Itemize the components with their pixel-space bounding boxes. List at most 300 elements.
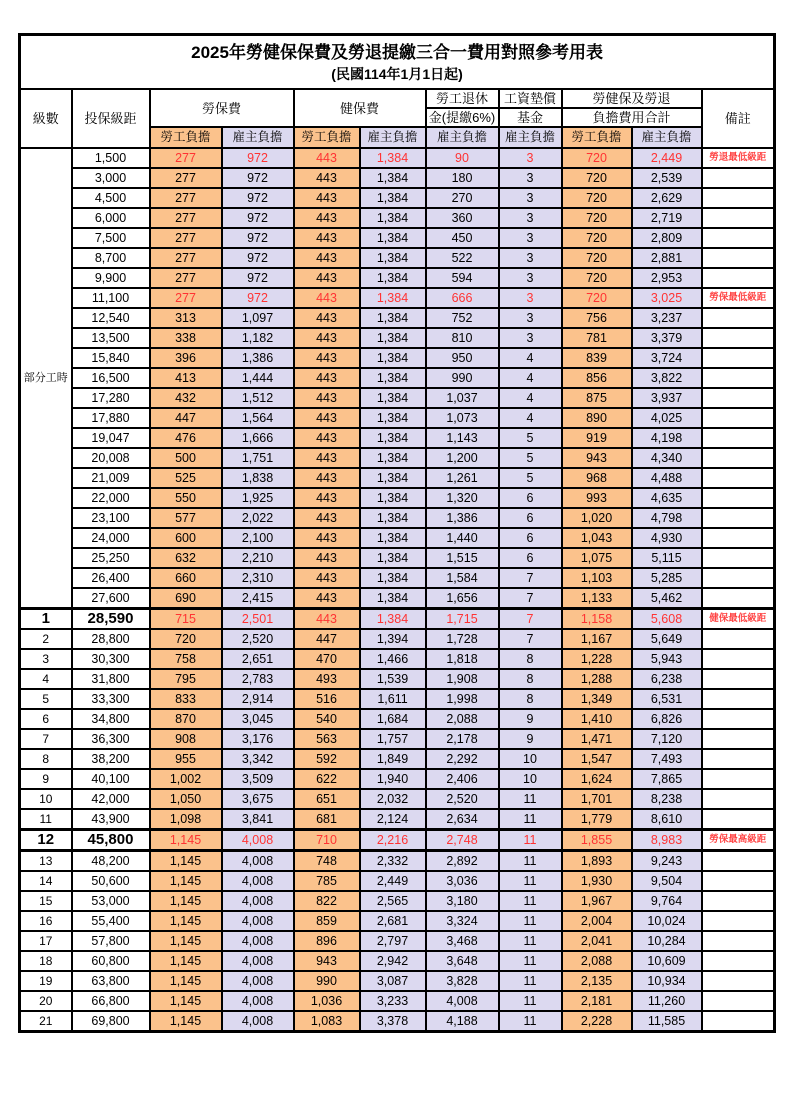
table-row: [20, 971, 775, 991]
value-cell: 950: [426, 348, 499, 368]
value-cell: 11: [499, 931, 562, 951]
value-cell: 1,036: [294, 991, 360, 1011]
value-cell: 1,145: [150, 971, 222, 991]
level-cell: 11: [20, 809, 72, 830]
bracket-cell: 43,900: [72, 809, 150, 830]
value-cell: 1,043: [562, 528, 632, 548]
value-cell: 875: [562, 388, 632, 408]
value-cell: 943: [562, 448, 632, 468]
table-row: [20, 609, 775, 630]
table-body: [20, 148, 775, 1032]
value-cell: 525: [150, 468, 222, 488]
value-cell: 666: [426, 288, 499, 308]
bracket-cell: 26,400: [72, 568, 150, 588]
value-cell: 3: [499, 188, 562, 208]
subheader-total-employer: 雇主負擔: [632, 127, 702, 148]
remark-cell: [702, 428, 775, 448]
col-header-pension-line2: 金(提繳6%): [426, 108, 499, 127]
value-cell: 10,609: [632, 951, 702, 971]
table-row: [20, 931, 775, 951]
value-cell: 7: [499, 609, 562, 630]
value-cell: 1,073: [426, 408, 499, 428]
table-row: [20, 148, 775, 168]
remark-cell: [702, 951, 775, 971]
level-cell: 13: [20, 851, 72, 872]
value-cell: 1,384: [360, 328, 426, 348]
bracket-cell: 12,540: [72, 308, 150, 328]
level-cell: 5: [20, 689, 72, 709]
value-cell: 870: [150, 709, 222, 729]
value-cell: 5,462: [632, 588, 702, 609]
value-cell: 1,143: [426, 428, 499, 448]
value-cell: 2,914: [222, 689, 294, 709]
value-cell: 3,828: [426, 971, 499, 991]
value-cell: 3,176: [222, 729, 294, 749]
remark-cell: [702, 248, 775, 268]
bracket-cell: 17,880: [72, 408, 150, 428]
value-cell: 2,406: [426, 769, 499, 789]
value-cell: 919: [562, 428, 632, 448]
value-cell: 432: [150, 388, 222, 408]
table-row: [20, 769, 775, 789]
value-cell: 1,715: [426, 609, 499, 630]
value-cell: 8,983: [632, 830, 702, 851]
value-cell: 720: [150, 629, 222, 649]
value-cell: 1,384: [360, 148, 426, 168]
value-cell: 3,468: [426, 931, 499, 951]
bracket-cell: 1,500: [72, 148, 150, 168]
value-cell: 752: [426, 308, 499, 328]
value-cell: 4,008: [222, 971, 294, 991]
remark-cell: [702, 911, 775, 931]
value-cell: 1,020: [562, 508, 632, 528]
value-cell: 443: [294, 508, 360, 528]
bracket-cell: 9,900: [72, 268, 150, 288]
value-cell: 90: [426, 148, 499, 168]
value-cell: 11: [499, 891, 562, 911]
page-title: 2025年勞健保保費及勞退提繳三合一費用對照參考用表: [191, 43, 603, 62]
value-cell: 450: [426, 228, 499, 248]
value-cell: 5: [499, 468, 562, 488]
value-cell: 1,384: [360, 609, 426, 630]
value-cell: 3,237: [632, 308, 702, 328]
bracket-cell: 19,047: [72, 428, 150, 448]
value-cell: 972: [222, 248, 294, 268]
value-cell: 10: [499, 749, 562, 769]
value-cell: 781: [562, 328, 632, 348]
bracket-cell: 20,008: [72, 448, 150, 468]
value-cell: 1,103: [562, 568, 632, 588]
value-cell: 1,145: [150, 1011, 222, 1032]
bracket-cell: 36,300: [72, 729, 150, 749]
table-row: [20, 951, 775, 971]
value-cell: 11: [499, 871, 562, 891]
remark-cell: [702, 508, 775, 528]
value-cell: 1,384: [360, 568, 426, 588]
table-row: [20, 468, 775, 488]
value-cell: 6,531: [632, 689, 702, 709]
value-cell: 443: [294, 609, 360, 630]
value-cell: 447: [150, 408, 222, 428]
bracket-cell: 69,800: [72, 1011, 150, 1032]
value-cell: 443: [294, 468, 360, 488]
value-cell: 2,748: [426, 830, 499, 851]
remark-cell: [702, 388, 775, 408]
value-cell: 2,783: [222, 669, 294, 689]
value-cell: 1,384: [360, 468, 426, 488]
table-row: [20, 448, 775, 468]
value-cell: 5,649: [632, 629, 702, 649]
value-cell: 1,838: [222, 468, 294, 488]
table-row: [20, 268, 775, 288]
bracket-cell: 16,500: [72, 368, 150, 388]
level-cell: 20: [20, 991, 72, 1011]
bracket-cell: 24,000: [72, 528, 150, 548]
subheader-labor-employer: 雇主負擔: [222, 127, 294, 148]
table-row: [20, 488, 775, 508]
bracket-cell: 8,700: [72, 248, 150, 268]
value-cell: 7,493: [632, 749, 702, 769]
value-cell: 1,967: [562, 891, 632, 911]
value-cell: 443: [294, 168, 360, 188]
value-cell: 277: [150, 288, 222, 308]
value-cell: 2,565: [360, 891, 426, 911]
value-cell: 748: [294, 851, 360, 872]
table-row: [20, 228, 775, 248]
value-cell: 720: [562, 268, 632, 288]
value-cell: 2,942: [360, 951, 426, 971]
value-cell: 2,181: [562, 991, 632, 1011]
remark-cell: [702, 931, 775, 951]
table-row: [20, 891, 775, 911]
value-cell: 720: [562, 288, 632, 308]
value-cell: 993: [562, 488, 632, 508]
value-cell: 1,167: [562, 629, 632, 649]
value-cell: 3,036: [426, 871, 499, 891]
value-cell: 277: [150, 268, 222, 288]
value-cell: 443: [294, 348, 360, 368]
value-cell: 1,050: [150, 789, 222, 809]
value-cell: 1,893: [562, 851, 632, 872]
value-cell: 5: [499, 448, 562, 468]
remark-cell: [702, 749, 775, 769]
value-cell: 1,584: [426, 568, 499, 588]
bracket-cell: 63,800: [72, 971, 150, 991]
value-cell: 563: [294, 729, 360, 749]
value-cell: 839: [562, 348, 632, 368]
bracket-cell: 28,800: [72, 629, 150, 649]
remark-cell: [702, 649, 775, 669]
value-cell: 972: [222, 268, 294, 288]
value-cell: 2,892: [426, 851, 499, 872]
level-cell: 12: [20, 830, 72, 851]
bracket-cell: 60,800: [72, 951, 150, 971]
value-cell: 758: [150, 649, 222, 669]
value-cell: 972: [222, 168, 294, 188]
value-cell: 5,115: [632, 548, 702, 568]
table-row: [20, 188, 775, 208]
remark-cell: [702, 228, 775, 248]
value-cell: 1,466: [360, 649, 426, 669]
value-cell: 5,943: [632, 649, 702, 669]
value-cell: 443: [294, 228, 360, 248]
value-cell: 540: [294, 709, 360, 729]
table-row: [20, 851, 775, 872]
remark-cell: [702, 769, 775, 789]
value-cell: 1,002: [150, 769, 222, 789]
value-cell: 3,180: [426, 891, 499, 911]
value-cell: 1,849: [360, 749, 426, 769]
value-cell: 2,881: [632, 248, 702, 268]
remark-cell: [702, 991, 775, 1011]
bracket-cell: 33,300: [72, 689, 150, 709]
value-cell: 11: [499, 789, 562, 809]
col-header-pension-line1: 勞工退休: [426, 89, 499, 108]
level-cell: 1: [20, 609, 72, 630]
value-cell: 4,008: [222, 911, 294, 931]
value-cell: 11: [499, 991, 562, 1011]
value-cell: 1,145: [150, 991, 222, 1011]
value-cell: 2,809: [632, 228, 702, 248]
value-cell: 2,022: [222, 508, 294, 528]
value-cell: 10,934: [632, 971, 702, 991]
value-cell: 1,384: [360, 588, 426, 609]
value-cell: 592: [294, 749, 360, 769]
value-cell: 277: [150, 148, 222, 168]
value-cell: 10,284: [632, 931, 702, 951]
value-cell: 2,797: [360, 931, 426, 951]
value-cell: 1,684: [360, 709, 426, 729]
value-cell: 3: [499, 208, 562, 228]
subheader-wage-fund-employer: 雇主負擔: [499, 127, 562, 148]
value-cell: 2,032: [360, 789, 426, 809]
bracket-cell: 27,600: [72, 588, 150, 609]
value-cell: 4,008: [426, 991, 499, 1011]
value-cell: 2,719: [632, 208, 702, 228]
value-cell: 277: [150, 228, 222, 248]
value-cell: 720: [562, 248, 632, 268]
value-cell: 11: [499, 911, 562, 931]
value-cell: 1,384: [360, 308, 426, 328]
value-cell: 443: [294, 328, 360, 348]
bracket-cell: 28,590: [72, 609, 150, 630]
subheader-health-employer: 雇主負擔: [360, 127, 426, 148]
value-cell: 1,384: [360, 408, 426, 428]
value-cell: 600: [150, 528, 222, 548]
value-cell: 443: [294, 408, 360, 428]
value-cell: 1,037: [426, 388, 499, 408]
value-cell: 1,384: [360, 268, 426, 288]
table-row: [20, 408, 775, 428]
remark-cell: [702, 629, 775, 649]
table-row: [20, 871, 775, 891]
value-cell: 7: [499, 629, 562, 649]
value-cell: 1,930: [562, 871, 632, 891]
value-cell: 3: [499, 148, 562, 168]
value-cell: 443: [294, 388, 360, 408]
value-cell: 443: [294, 448, 360, 468]
value-cell: 1,384: [360, 448, 426, 468]
value-cell: 9,764: [632, 891, 702, 911]
col-header-total-line1: 勞健保及勞退: [562, 89, 702, 108]
table-row: [20, 809, 775, 830]
value-cell: 8: [499, 669, 562, 689]
value-cell: 1,098: [150, 809, 222, 830]
remark-cell: [702, 729, 775, 749]
table-row: [20, 911, 775, 931]
value-cell: 1,440: [426, 528, 499, 548]
value-cell: 1,384: [360, 208, 426, 228]
value-cell: 1,384: [360, 388, 426, 408]
value-cell: 9: [499, 709, 562, 729]
table-row: [20, 669, 775, 689]
value-cell: 277: [150, 248, 222, 268]
value-cell: 3: [499, 308, 562, 328]
value-cell: 277: [150, 188, 222, 208]
bracket-cell: 22,000: [72, 488, 150, 508]
bracket-cell: 3,000: [72, 168, 150, 188]
value-cell: 4,008: [222, 830, 294, 851]
value-cell: 4,188: [426, 1011, 499, 1032]
value-cell: 3,509: [222, 769, 294, 789]
remark-cell: [702, 408, 775, 428]
value-cell: 6,826: [632, 709, 702, 729]
value-cell: 1,384: [360, 348, 426, 368]
table-row: [20, 991, 775, 1011]
value-cell: 1,539: [360, 669, 426, 689]
bracket-cell: 55,400: [72, 911, 150, 931]
value-cell: 2,210: [222, 548, 294, 568]
value-cell: 2,520: [426, 789, 499, 809]
remark-cell: [702, 871, 775, 891]
value-cell: 6: [499, 488, 562, 508]
value-cell: 5,608: [632, 609, 702, 630]
bracket-cell: 21,009: [72, 468, 150, 488]
value-cell: 3: [499, 268, 562, 288]
value-cell: 1,728: [426, 629, 499, 649]
value-cell: 8,238: [632, 789, 702, 809]
value-cell: 443: [294, 248, 360, 268]
remark-cell: [702, 669, 775, 689]
level-cell: 2: [20, 629, 72, 649]
remark-cell: 勞保最低級距: [702, 288, 775, 308]
remark-cell: [702, 971, 775, 991]
bracket-cell: 4,500: [72, 188, 150, 208]
value-cell: 1,386: [426, 508, 499, 528]
value-cell: 968: [562, 468, 632, 488]
value-cell: 522: [426, 248, 499, 268]
value-cell: 943: [294, 951, 360, 971]
value-cell: 443: [294, 428, 360, 448]
level-cell: 8: [20, 749, 72, 769]
value-cell: 856: [562, 368, 632, 388]
remark-cell: [702, 368, 775, 388]
value-cell: 1,998: [426, 689, 499, 709]
value-cell: 2,041: [562, 931, 632, 951]
value-cell: 1,145: [150, 891, 222, 911]
table-row: [20, 629, 775, 649]
value-cell: 1,075: [562, 548, 632, 568]
table-row: [20, 649, 775, 669]
table-row: [20, 248, 775, 268]
value-cell: 2,415: [222, 588, 294, 609]
remark-cell: 勞退最低級距: [702, 148, 775, 168]
value-cell: 11: [499, 809, 562, 830]
remark-cell: [702, 568, 775, 588]
value-cell: 1,145: [150, 871, 222, 891]
value-cell: 1,083: [294, 1011, 360, 1032]
value-cell: 1,512: [222, 388, 294, 408]
value-cell: 1,751: [222, 448, 294, 468]
value-cell: 396: [150, 348, 222, 368]
value-cell: 1,701: [562, 789, 632, 809]
table-row: [20, 568, 775, 588]
bracket-cell: 40,100: [72, 769, 150, 789]
table-row: [20, 830, 775, 851]
value-cell: 720: [562, 168, 632, 188]
value-cell: 9,504: [632, 871, 702, 891]
value-cell: 4,008: [222, 871, 294, 891]
value-cell: 4: [499, 408, 562, 428]
value-cell: 1,145: [150, 830, 222, 851]
value-cell: 2,449: [360, 871, 426, 891]
value-cell: 795: [150, 669, 222, 689]
value-cell: 443: [294, 548, 360, 568]
value-cell: 1,384: [360, 428, 426, 448]
value-cell: 2,088: [426, 709, 499, 729]
value-cell: 1,757: [360, 729, 426, 749]
value-cell: 3,724: [632, 348, 702, 368]
subheader-health-employee: 勞工負擔: [294, 127, 360, 148]
value-cell: 3: [499, 228, 562, 248]
subheader-labor-employee: 勞工負擔: [150, 127, 222, 148]
value-cell: 550: [150, 488, 222, 508]
value-cell: 7,120: [632, 729, 702, 749]
value-cell: 2,178: [426, 729, 499, 749]
table-row: [20, 548, 775, 568]
value-cell: 2,004: [562, 911, 632, 931]
value-cell: 470: [294, 649, 360, 669]
remark-cell: 健保最低級距: [702, 609, 775, 630]
table-row: [20, 729, 775, 749]
value-cell: 1,925: [222, 488, 294, 508]
value-cell: 2,651: [222, 649, 294, 669]
value-cell: 4: [499, 388, 562, 408]
value-cell: 2,953: [632, 268, 702, 288]
value-cell: 3,324: [426, 911, 499, 931]
table-row: [20, 328, 775, 348]
col-header-wage-fund-line1: 工資墊償: [499, 89, 562, 108]
bracket-cell: 11,100: [72, 288, 150, 308]
table-row: [20, 368, 775, 388]
value-cell: 1,384: [360, 228, 426, 248]
col-header-wage-fund-line2: 基金: [499, 108, 562, 127]
value-cell: 972: [222, 228, 294, 248]
remark-cell: [702, 1011, 775, 1032]
value-cell: 1,384: [360, 248, 426, 268]
title-cell: [20, 35, 775, 90]
value-cell: 990: [294, 971, 360, 991]
table-row: [20, 528, 775, 548]
value-cell: 11: [499, 830, 562, 851]
value-cell: 1,394: [360, 629, 426, 649]
value-cell: 313: [150, 308, 222, 328]
value-cell: 1,384: [360, 188, 426, 208]
table-row: [20, 388, 775, 408]
value-cell: 1,145: [150, 911, 222, 931]
level-cell: 21: [20, 1011, 72, 1032]
table-row: [20, 348, 775, 368]
